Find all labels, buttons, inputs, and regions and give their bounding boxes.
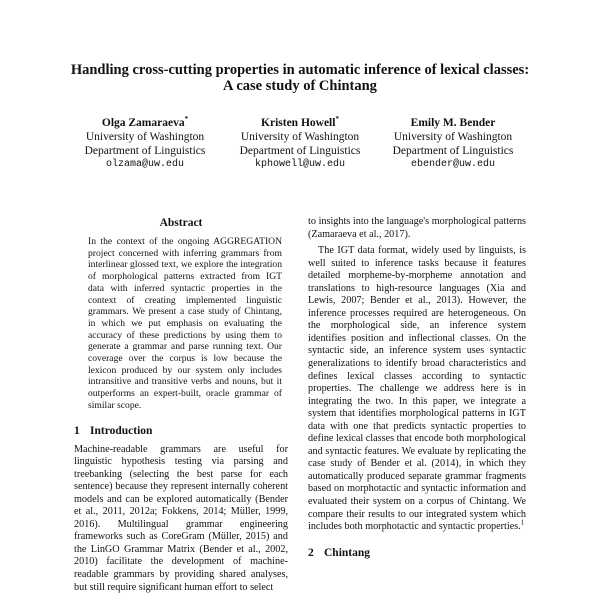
abstract-text: In the context of the ongoing AGGREGATION project concerned with inferring grammars from interlinear glossed text, we explore the integration of morphological patterns extracted from IGT data with inferred syntactic properties in the context of creating implemented linguistic grammars. We present a case study of Chintang, in which we put emphasis on evaluating the accuracy of these predictions by using them to generate a grammar and parse running text. Our coverage over the corpus is low because the lexicon produced by our system only includes intransitive and transitive verbs and nouns, but it outperforms an expert-built, oracle grammar of similar scope.: [88, 236, 282, 411]
author-affiliation: University of Washington: [85, 131, 205, 143]
section-heading-chintang: [308, 546, 526, 560]
paper-title: [60, 62, 540, 94]
author-department: Department of Linguistics: [392, 145, 514, 157]
author-mark: *: [184, 115, 189, 124]
author-email: kphowell@uw.edu: [254, 159, 345, 170]
author-department: Department of Linguistics: [84, 145, 206, 157]
author-name: Olga Zamaraeva: [101, 117, 185, 129]
author-email: ebender@uw.edu: [410, 159, 495, 170]
right-paragraph-2-text: The IGT data format, widely used by linguists, is well suited to inference tasks because it features detailed morpheme-by-morpheme annotation and translations to high-resource languages (Xia and Lewis, 2007; Bender et al., 2013). However, the inference processes required are heterogeneous. On the morphological side, an inference system identifies position and inflectional classes. On the syntactic side, an inference system uses syntactic generalizations to identify broad characteristics and defines lexical classes according to syntactic properties. The challenge we address here is in integrating the two. In this paper, we integrate a system that identifies morphological patterns in IGT data with one that predicts syntactic properties to define lexical classes that encode both morphological and syntactic features. We evaluate by replicating the case study of Bender et al. (2014), in which they automatically produced separate grammar fragments based on morphotactic and syntactic information and evaluated their system on a corpus of Chintang. We compare their results to our integrated system which includes both morphotactic and syntactic properties.: [308, 245, 526, 533]
author-3: [378, 116, 528, 172]
section-number: 2: [308, 546, 314, 559]
author-department: Department of Linguistics: [239, 145, 361, 157]
author-name: Emily M. Bender: [410, 117, 496, 129]
author-email: olzama@uw.edu: [105, 159, 184, 170]
section-heading-introduction: [74, 424, 288, 438]
section-title: Introduction: [90, 424, 153, 437]
author-affiliation: University of Washington: [240, 131, 360, 143]
title-line-2: A case study of Chintang: [223, 78, 377, 94]
title-line-1: Handling cross-cutting properties in automatic inference of lexical classes:: [70, 62, 530, 78]
right-paragraph-2: [308, 245, 526, 534]
left-column: [74, 216, 288, 594]
author-mark: *: [335, 115, 339, 124]
author-block: [70, 116, 530, 176]
author-2: [225, 116, 375, 172]
intro-paragraph: Machine-readable grammars are useful for linguistic hypothesis testing via parsing and treebanking (selecting the best parse for each sentence) because they represent internally coherent models and can be explored automatically (Bender et al., 2011, 2012a; Fokkens, 2014; Müller, 1999, 2016). Multilingual grammar engineering frameworks such as CoreGram (Müller, 2015) and the LinGO Grammar Matrix (Bender et al., 2002, 2010) facilitate the development of machine-readable grammars by providing shared analyses, but still require significant human effort to select: [74, 443, 288, 593]
author-affiliation: University of Washington: [393, 131, 513, 143]
footnote-marker: 1: [520, 518, 525, 527]
author-name: Kristen Howell: [261, 117, 336, 129]
section-number: 1: [74, 424, 80, 437]
right-paragraph-1: to insights into the language's morphological patterns (Zamaraeva et al., 2017).: [308, 216, 526, 240]
author-1: [70, 116, 220, 172]
section-title: Chintang: [324, 546, 371, 559]
abstract-heading: Abstract: [159, 217, 203, 229]
right-column: [308, 216, 526, 566]
